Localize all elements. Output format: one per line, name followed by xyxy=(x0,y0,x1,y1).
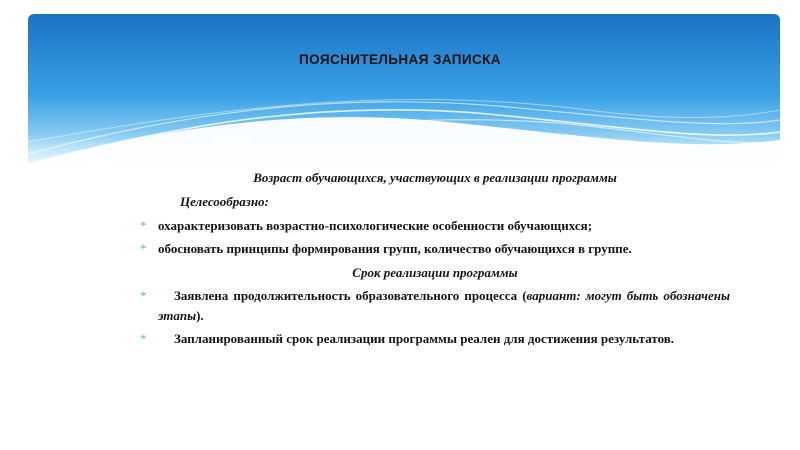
asterisk-icon: * xyxy=(140,288,147,303)
bullet-text: обосновать принципы формирования групп, количество обучающихся в группе. xyxy=(158,241,632,256)
bullet-text: Запланированный срок реализации программы реален для достижения результатов. xyxy=(174,331,675,346)
asterisk-icon: * xyxy=(140,218,147,233)
list-item xyxy=(140,216,730,236)
bullet-text-italic: вариант: могут быть обозначены этапы xyxy=(158,288,730,323)
wave-background xyxy=(28,14,780,164)
bullet-text: охарактеризовать возрастно-психологические особенности обучающихся; xyxy=(158,218,593,233)
list-item xyxy=(140,329,730,349)
bullet-text-end: ). xyxy=(196,308,204,323)
asterisk-icon: * xyxy=(140,331,147,346)
heading-term: Срок реализации программы xyxy=(352,265,518,280)
subheading-reason: Целесообразно: xyxy=(180,194,269,209)
slide-content xyxy=(140,168,730,349)
header-banner xyxy=(28,14,780,164)
list-item xyxy=(140,286,730,326)
list-item xyxy=(140,239,730,259)
slide-title: ПОЯСНИТЕЛЬНАЯ ЗАПИСКА xyxy=(299,52,501,67)
heading-age: Возраст обучающихся, участвующих в реализации программы xyxy=(253,170,617,185)
asterisk-icon: * xyxy=(140,241,147,256)
bullet-text-main: Заявлена продолжительность образовательного процесса ( xyxy=(174,288,527,303)
bullet-text xyxy=(158,288,730,323)
